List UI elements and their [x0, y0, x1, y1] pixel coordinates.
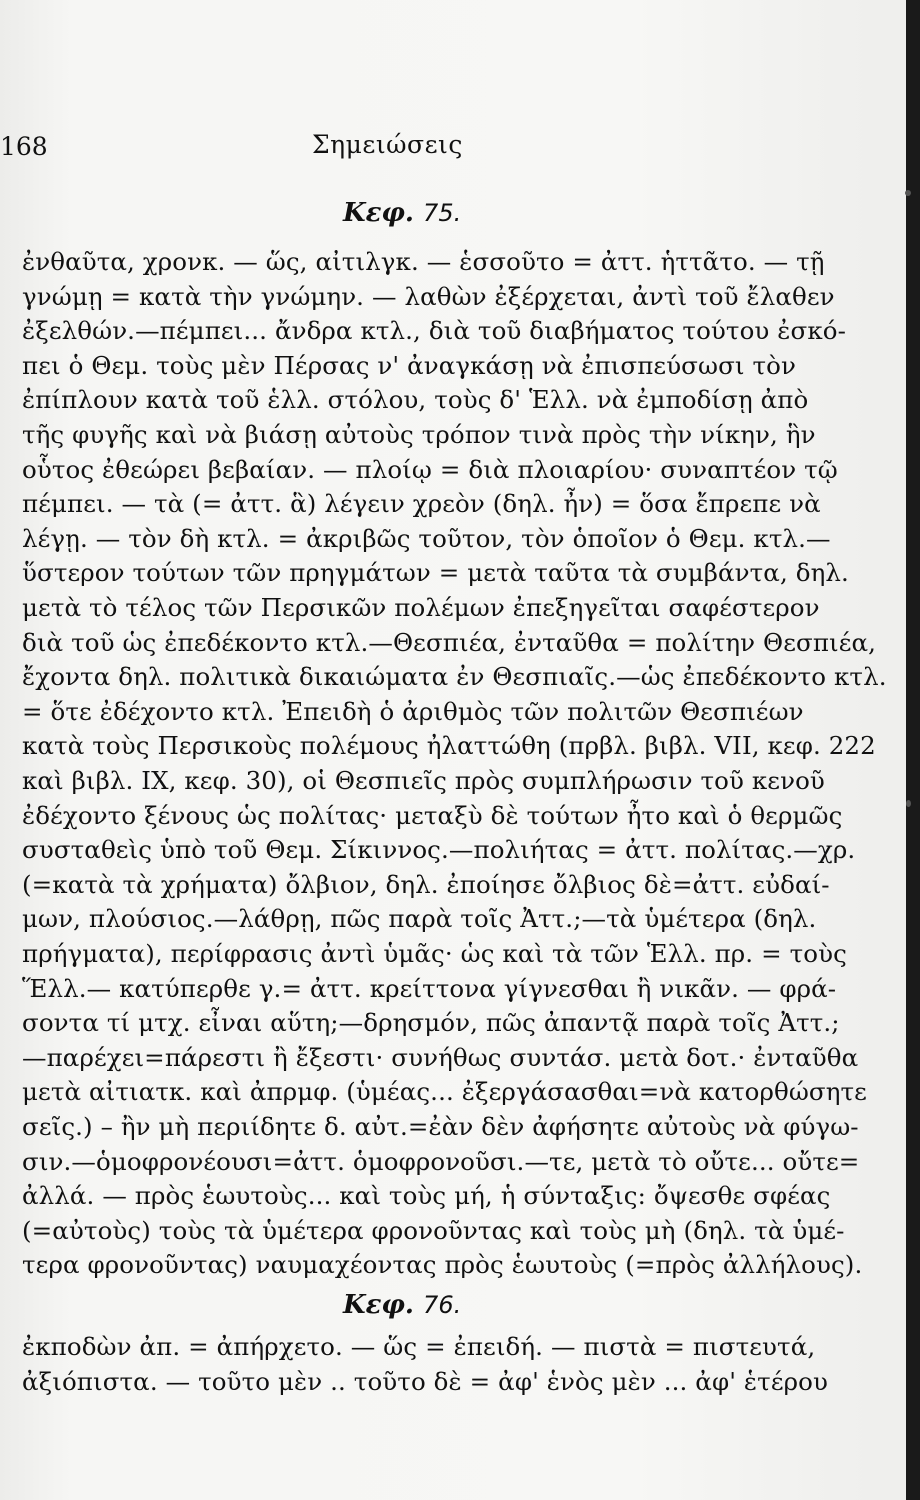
scan-speck [906, 800, 911, 807]
text-line: πέμπει. — τὰ (= ἀττ. ἃ) λέγειν χρεὸν (δηλ. ἦν) = ὅσα ἔπρεπε νὰ [22, 489, 821, 519]
text-line: σοντα τί μτχ. εἶναι αὕτη;—δρησμόν, πῶς ἀπαντᾷ παρὰ τοῖς Ἀττ.; [22, 1008, 840, 1038]
text-line: πει ὁ Θεμ. τοὺς μὲν Πέρσας ν' ἀναγκάσῃ νὰ ἐπισπεύσωσι τὸν [22, 350, 797, 380]
text-line: τῆς φυγῆς καὶ νὰ βιάσῃ αὐτοὺς τρόπον τινὰ πρὸς τὴν νίκην, ἣν [22, 420, 816, 449]
text-line: μων, πλούσιος.—λάθρῃ, πῶς παρὰ τοῖς Ἀττ.;—τὰ ὑμέτερα (δηλ. [22, 904, 817, 934]
text-line: συσταθεὶς ὑπὸ τοῦ Θεμ. Σίκιννος.—πολιήτας = ἀττ. πολίτας.—χρ. [22, 835, 856, 865]
text-line: σεῖς.) – ἢν μὴ περιίδητε δ. αὐτ.=ἐὰν δὲν ἀφήσητε αὐτοὺς νὰ φύγω- [22, 1112, 859, 1141]
chapter-number: 75. [423, 199, 462, 227]
text-line: Ἕλλ.— κατύπερθε γ.= ἀττ. κρείττονα γίγνεσθαι ἢ νικᾶν. — φρά- [22, 973, 837, 1003]
scan-speck [905, 190, 911, 196]
text-line: σιν.—ὁμοφρονέουσι=ἀττ. ὁμοφρονοῦσι.—τε, μετὰ τὸ οὔτε... οὔτε= [22, 1146, 860, 1176]
text-line: διὰ τοῦ ὡς ἐπεδέκοντο κτλ.—Θεσπιέα, ἐνταῦθα = πολίτην Θεσπιέα, [22, 627, 877, 657]
text-line: ἐδέχοντο ξένους ὡς πολίτας· μεταξὺ δὲ τούτων ἦτο καὶ ὁ θερμῶς [22, 800, 843, 830]
text-line: ἐπίπλουν κατὰ τοῦ ἑλλ. στόλου, τοὺς δ' Ἑλλ. νὰ ἐμποδίσῃ ἀπὸ [22, 385, 809, 415]
text-line: ἀλλά. — πρὸς ἑωυτοὺς... καὶ τοὺς μή, ἡ σύνταξις: ὄψεσθε σφέας [22, 1181, 831, 1211]
running-head: Σημειώσεις [312, 130, 463, 159]
text-line: ὕστερον τούτων τῶν πρηγμάτων = μετὰ ταῦτα τὰ συμβάντα, δηλ. [22, 558, 849, 588]
text-line: γνώμῃ = κατὰ τὴν γνώμην. — λαθὼν ἐξέρχεται, ἀντὶ τοῦ ἔλαθεν [22, 281, 835, 311]
text-line: καὶ βιβλ. IX, κεφ. 30), οἱ Θεσπιεῖς πρὸς συμπλήρωσιν τοῦ κενοῦ [22, 766, 825, 795]
chapter-number: 76. [423, 1291, 462, 1320]
page-number: 168 [0, 132, 48, 161]
chapter-label: Κεφ. [343, 198, 414, 228]
text-line: ἐξελθών.—πέμπει... ἄνδρα κτλ., διὰ τοῦ διαβήματος τούτου ἐσκό- [22, 316, 847, 346]
text-line: = ὅτε ἐδέχοντο κτλ. Ἐπειδὴ ὁ ἀριθμὸς τῶν πολιτῶν Θεσπιέων [22, 696, 804, 726]
text-line: ἐκποδὼν ἀπ. = ἀπήρχετο. — ὥς = ἐπειδή. — πιστὰ = πιστευτά, [22, 1332, 816, 1362]
text-line: τερα φρονοῦντας) ναυμαχέοντας πρὸς ἑωυτοὺς (=πρὸς ἀλλήλους). [22, 1250, 863, 1280]
text-line: κατὰ τοὺς Περσικοὺς πολέμους ἠλαττώθη (πρβλ. βιβλ. VII, κεφ. 222 [22, 731, 876, 761]
text-line: λέγῃ. — τὸν δὴ κτλ. = ἀκριβῶς τοῦτον, τὸν ὁποῖον ὁ Θεμ. κτλ.— [22, 523, 831, 553]
text-line: ἔχοντα δηλ. πολιτικὰ δικαιώματα ἐν Θεσπιαῖς.—ὡς ἐπεδέκοντο κτλ. [22, 662, 887, 692]
text-line: (=κατὰ τὰ χρήματα) ὄλβιον, δηλ. ἐποίησε ὄλβιος δὲ=ἀττ. εὐδαί- [22, 869, 830, 899]
chapter-heading-76 [343, 1290, 461, 1320]
chapter-heading-75 [343, 198, 461, 228]
chapter-label: Κεφ. [343, 1290, 414, 1321]
text-line: (=αὐτοὺς) τοὺς τὰ ὑμέτερα φρονοῦντας καὶ τοὺς μὴ (δηλ. τὰ ὑμέ- [22, 1215, 845, 1245]
text-line: μετὰ τὸ τέλος τῶν Περσικῶν πολέμων ἐπεξηγεῖται σαφέστερον [22, 593, 820, 622]
text-line: οὗτος ἐθεώρει βεβαίαν. — πλοίῳ = διὰ πλοιαρίου· συναπτέον τῷ [22, 454, 838, 484]
text-line: ἀξιόπιστα. — τοῦτο μὲν .. τοῦτο δὲ = ἀφ' ἑνὸς μὲν ... ἀφ' ἑτέρου [22, 1367, 828, 1396]
text-line: μετὰ αἰτιατκ. καὶ ἀπρμφ. (ὑμέας... ἐξεργάσασθαι=νὰ κατορθώσητε [22, 1077, 867, 1107]
text-line: —παρέχει=πάρεστι ἢ ἔξεστι· συνήθως συντάσ. μετὰ δοτ.· ἐνταῦθα [22, 1042, 859, 1072]
text-line: ἐνθαῦτα, χρονκ. — ὥς, αἰτιλγκ. — ἑσσοῦτο = ἀττ. ἡττᾶτο. — τῇ [22, 247, 825, 276]
text-line: πρήγματα), περίφρασις ἀντὶ ὑμᾶς· ὡς καὶ τὰ τῶν Ἑλλ. πρ. = τοὺς [22, 939, 847, 968]
